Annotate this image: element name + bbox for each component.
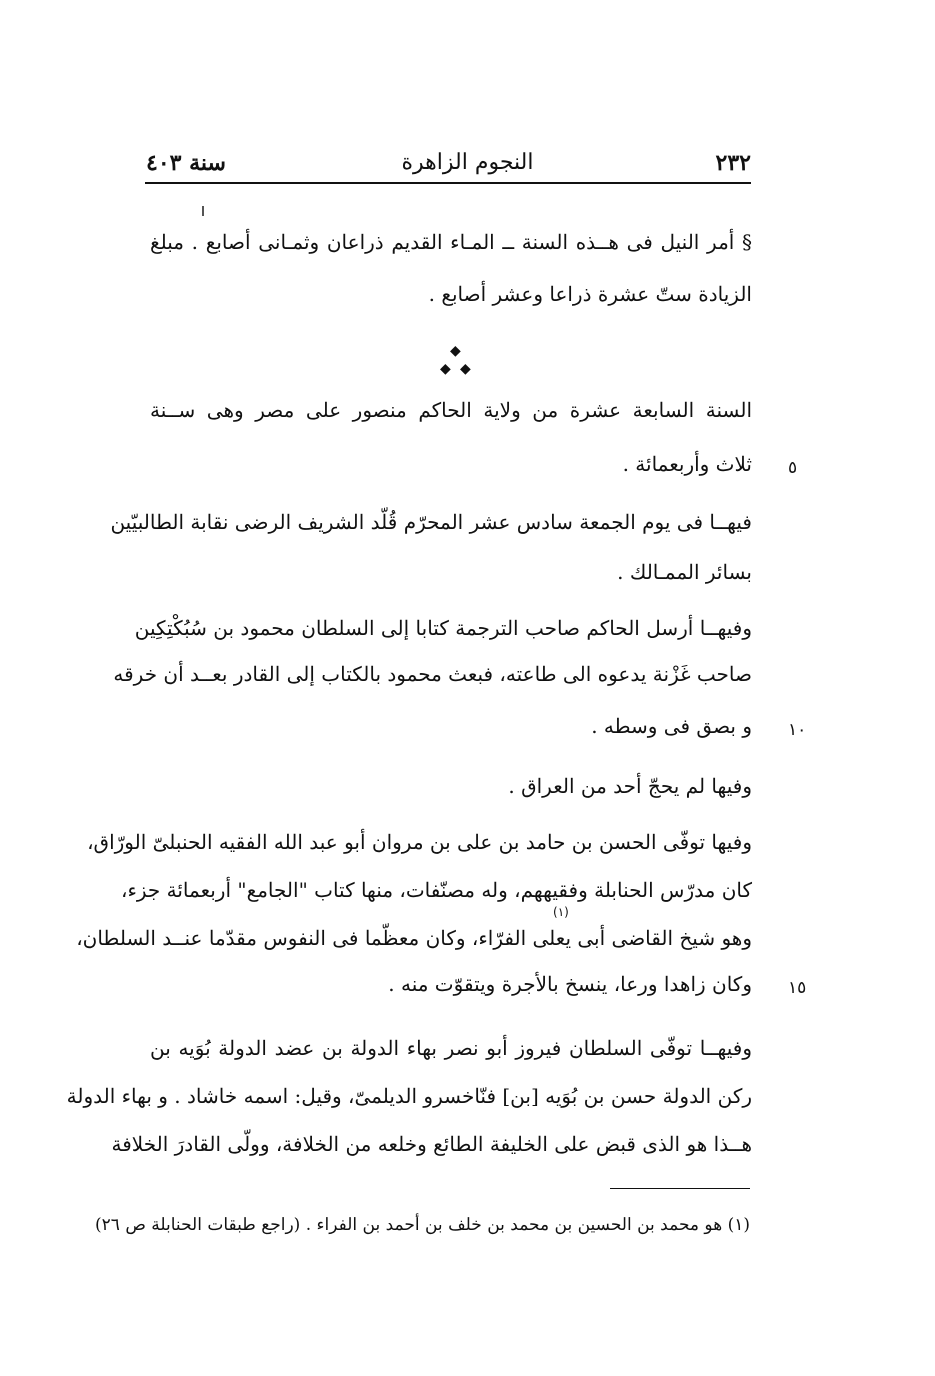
body-line: و بصق فى وسطه . <box>591 714 752 738</box>
body-line: وكان زاهدا ورعا، ينسخ بالأجرة ويتقوّت منه . <box>388 972 752 996</box>
footnote-rule <box>610 1188 750 1189</box>
body-line: وفيهــا أرسل الحاكم صاحب الترجمة كتابا إلى السلطان محمود بن سُبُكْتِكِين <box>134 616 752 640</box>
body-line: بسائر الممـالك . <box>617 560 752 584</box>
footnote: (١) هو محمد بن الحسين بن محمد بن خلف بن أحمد بن الفراء . (راجع طبقات الحنابلة ص ٢٦) <box>95 1215 750 1235</box>
line-number: ١٥ <box>788 978 807 998</box>
body-line: هــذا هو الذى قبض على الخليفة الطائع وخلعه من الخلافة، وولّى القادرَ الخلافة <box>111 1132 752 1156</box>
ornament-icon: ◆ ◆ ◆ <box>440 343 471 377</box>
header-rule <box>145 182 751 184</box>
body-line: ركن الدولة حسن بن بُوَيه [بن] فنّاخسرو الديلمىّ، وقيل: اسمه خاشاد . و بهاء الدولة <box>66 1084 752 1108</box>
body-line: السنة السابعة عشرة من ولاية الحاكم منصور على مصر وهى ســنة <box>150 398 753 422</box>
body-line: فيهــا فى يوم الجمعة سادس عشر المحرّم قُلّد الشريف الرضى نقابة الطالبيّين <box>110 510 752 534</box>
body-line: وفيهــا توفّى السلطان فيروز أبو نصر بهاء الدولة بن عضد الدولة بُوَيه بن <box>150 1036 752 1060</box>
page-number: ٢٣٢ <box>715 150 751 176</box>
header-year: سنة ٤٠٣ <box>146 150 226 176</box>
line-number: ١٠ <box>788 720 807 740</box>
footnote-marker: (١) <box>553 905 569 919</box>
body-line: وفيها توفّى الحسن بن حامد بن على بن مروان أبو عبد الله الفقيه الحنبلىّ الورّاق، <box>87 830 752 854</box>
running-title: النجوم الزاهرة <box>401 150 534 175</box>
body-line: صاحب غَزْنة يدعوه الى طاعته، فبعث محمود بالكتاب إلى القادر بعــد أن خرقه <box>113 662 752 686</box>
body-line: وهو شيخ القاضى أبى يعلى الفرّاء، وكان معظّما فى النفوس مقدّما عنــد السلطان، <box>76 926 752 950</box>
body-line: § أمر النيل فى هــذه السنة ــ المـاء القديم ذراعان وثمـانى أصابع . مبلغ <box>150 230 752 254</box>
body-line: كان مدرّس الحنابلة وفقيههم، وله مصنّفات، منها كتاب "الجامع" أربعمائة جزء، <box>121 878 752 902</box>
line-number: ٥ <box>788 458 798 478</box>
body-line: الزيادة ستّ عشرة ذراعا وعشر أصابع . <box>428 282 752 306</box>
body-line: وفيها لم يحجّ أحد من العراق . <box>508 774 752 798</box>
body-line: ثلاث وأربعمائة . <box>622 452 752 476</box>
edge-mark <box>202 206 204 216</box>
